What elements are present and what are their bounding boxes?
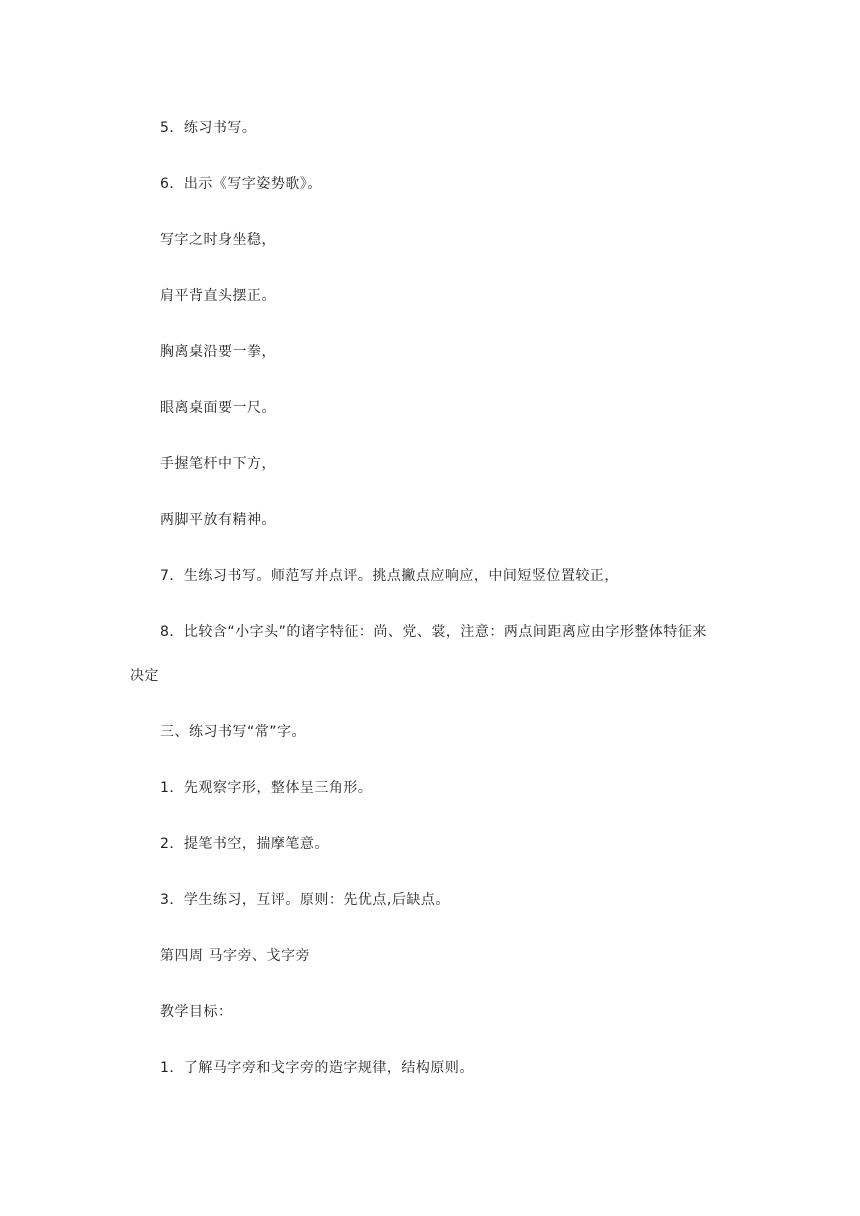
objective-item-1: 1．了解马字旁和戈字旁的造字规律，结构原则。 xyxy=(160,1060,474,1076)
week-heading: 第四周 马字旁、戈字旁 xyxy=(160,948,310,964)
paragraph-step-7: 7．生练习书写。师范写并点评。挑点撇点应响应，中间短竖位置较正， xyxy=(160,568,619,584)
poem-line-2: 肩平背直头摆正。 xyxy=(160,288,276,304)
poem-line-3: 胸离桌沿要一拳， xyxy=(160,344,276,360)
paragraph-step-8-continued: 决定 xyxy=(130,668,159,684)
poem-line-1: 写字之时身坐稳， xyxy=(160,232,276,248)
poem-line-5: 手握笔杆中下方， xyxy=(160,456,276,472)
paragraph-step-8: 8．比较含“小字头”的诸字特征：尚、党、裳，注意：两点间距离应由字形整体特征来 xyxy=(160,624,707,640)
section-3-item-3: 3．学生练习，互评。原则：先优点,后缺点。 xyxy=(160,892,450,908)
poem-line-4: 眼离桌面要一尺。 xyxy=(160,400,276,416)
section-3-item-2: 2．提笔书空，揣摩笔意。 xyxy=(160,836,329,852)
poem-line-6: 两脚平放有精神。 xyxy=(160,512,276,528)
paragraph-step-5: 5．练习书写。 xyxy=(160,120,257,136)
objectives-label: 教学目标： xyxy=(160,1004,233,1020)
paragraph-step-6: 6．出示《写字姿势歌》。 xyxy=(160,176,322,192)
section-heading-3: 三、练习书写“常”字。 xyxy=(160,724,307,740)
section-3-item-1: 1．先观察字形，整体呈三角形。 xyxy=(160,780,373,796)
